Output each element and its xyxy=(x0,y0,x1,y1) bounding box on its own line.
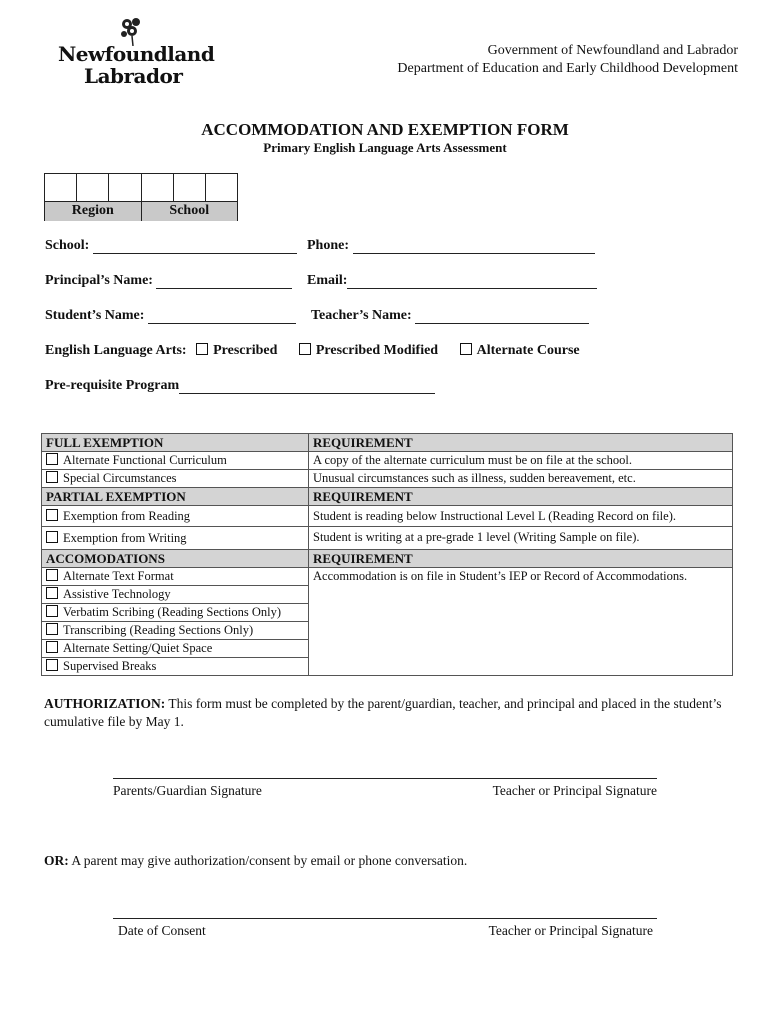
signature-line[interactable] xyxy=(113,918,657,919)
form-subtitle: Primary English Language Arts Assessment xyxy=(263,140,507,155)
newfoundland-labrador-logo xyxy=(58,16,215,96)
ela-option-label: Prescribed Modified xyxy=(315,343,439,358)
option-label: Transcribing (Reading Sections Only) xyxy=(63,623,254,637)
ela-option-prescribed[interactable] xyxy=(196,343,277,358)
email-field xyxy=(307,273,597,289)
signature-line[interactable] xyxy=(113,778,657,779)
government-header xyxy=(397,42,738,78)
checkbox[interactable] xyxy=(46,453,58,465)
or-note xyxy=(44,852,734,870)
full-exemption-header: FULL EXEMPTION xyxy=(42,434,309,452)
school-input-line[interactable] xyxy=(93,239,297,254)
code-cell[interactable] xyxy=(142,174,174,201)
code-cell[interactable] xyxy=(109,174,141,201)
table-row xyxy=(42,470,733,488)
code-cell[interactable] xyxy=(206,174,237,201)
checkbox[interactable] xyxy=(46,569,58,581)
code-cell[interactable] xyxy=(45,174,77,201)
option-special-circumstances[interactable] xyxy=(42,470,309,488)
requirement-header: REQUIREMENT xyxy=(309,550,733,568)
phone-input-line[interactable] xyxy=(353,239,595,254)
student-input-line[interactable] xyxy=(148,309,296,324)
option-alternate-functional-curriculum[interactable] xyxy=(42,452,309,470)
table-header-row xyxy=(42,434,733,452)
requirement-text: Student is writing at a pre-grade 1 level (Writing Sample on file). xyxy=(309,527,733,550)
option-transcribing[interactable] xyxy=(42,622,309,640)
student-field xyxy=(45,308,296,324)
authorization-note xyxy=(44,695,734,731)
requirement-text: Unusual circumstances such as illness, sudden bereavement, etc. xyxy=(309,470,733,488)
option-label: Exemption from Writing xyxy=(63,531,187,545)
table-row xyxy=(42,568,733,586)
school-label: School xyxy=(169,203,210,218)
or-label: OR: xyxy=(44,853,69,868)
checkbox[interactable] xyxy=(46,509,58,521)
exemption-table xyxy=(41,433,733,676)
phone-label-text: Phone: xyxy=(307,238,349,253)
region-label: Region xyxy=(45,202,142,221)
prereq-input-line[interactable] xyxy=(179,379,435,394)
school-label-text: School: xyxy=(45,238,90,253)
table-header-row xyxy=(42,550,733,568)
ela-field xyxy=(45,343,745,359)
checkbox[interactable] xyxy=(46,659,58,671)
option-alternate-text-format[interactable] xyxy=(42,568,309,586)
ela-option-prescribed-modified[interactable] xyxy=(299,343,438,358)
email-input-line[interactable] xyxy=(347,274,597,289)
requirement-text: Accommodation is on file in Student’s IEP or Record of Accommodations. xyxy=(309,568,733,676)
logo-line-2: Labrador xyxy=(84,64,183,88)
option-verbatim-scribing[interactable] xyxy=(42,604,309,622)
ela-option-alternate-course[interactable] xyxy=(460,343,580,358)
checkbox[interactable] xyxy=(46,641,58,653)
principal-field xyxy=(45,273,292,289)
option-label: Verbatim Scribing (Reading Sections Only) xyxy=(63,605,282,619)
table-row xyxy=(42,527,733,550)
requirement-header: REQUIREMENT xyxy=(309,434,733,452)
requirement-text: Student is reading below Instructional Level L (Reading Record on file). xyxy=(309,506,733,527)
checkbox[interactable] xyxy=(46,531,58,543)
option-label: Supervised Breaks xyxy=(63,659,157,673)
ela-label-text: English Language Arts: xyxy=(45,343,187,358)
checkbox[interactable] xyxy=(46,471,58,483)
checkbox[interactable] xyxy=(46,623,58,635)
ela-option-label: Alternate Course xyxy=(476,343,580,358)
code-cell[interactable] xyxy=(77,174,109,201)
teacher-input-line[interactable] xyxy=(415,309,589,324)
table-row xyxy=(42,452,733,470)
teacher-field xyxy=(311,308,589,324)
requirement-header: REQUIREMENT xyxy=(309,488,733,506)
or-text: A parent may give authorization/consent by email or phone conversation. xyxy=(68,853,468,868)
date-of-consent-label: Date of Consent xyxy=(118,923,206,938)
department-name: Department of Education and Early Childhood Development xyxy=(397,61,738,76)
school-field xyxy=(45,238,297,254)
checkbox[interactable] xyxy=(299,343,311,355)
principal-label-text: Principal’s Name: xyxy=(45,273,153,288)
ela-option-label: Prescribed xyxy=(213,343,278,358)
student-label-text: Student’s Name: xyxy=(45,308,145,323)
option-alternate-setting[interactable] xyxy=(42,640,309,658)
option-supervised-breaks[interactable] xyxy=(42,658,309,676)
parent-signature-label: Parents/Guardian Signature xyxy=(113,783,262,798)
accomodations-header: ACCOMODATIONS xyxy=(42,550,309,568)
principal-input-line[interactable] xyxy=(156,274,292,289)
authorization-text: This form must be completed by the parent/guardian, teacher, and principal and placed in the student’s cumulative file by May 1. xyxy=(44,696,722,729)
checkbox[interactable] xyxy=(46,587,58,599)
requirement-text: A copy of the alternate curriculum must be on file at the school. xyxy=(309,452,733,470)
teacher-principal-signature-label: Teacher or Principal Signature xyxy=(492,783,657,798)
teacher-label-text: Teacher’s Name: xyxy=(311,308,412,323)
checkbox[interactable] xyxy=(196,343,208,355)
prereq-label-text: Pre-requisite Program xyxy=(45,378,180,393)
government-name: Government of Newfoundland and Labrador xyxy=(487,43,738,58)
option-label: Special Circumstances xyxy=(63,471,177,485)
option-label: Exemption from Reading xyxy=(63,509,191,523)
authorization-label: AUTHORIZATION: xyxy=(44,696,166,711)
table-header-row xyxy=(42,488,733,506)
option-label: Alternate Text Format xyxy=(63,569,174,583)
checkbox[interactable] xyxy=(46,605,58,617)
region-school-code-box xyxy=(44,173,238,221)
email-label-text: Email: xyxy=(307,273,348,288)
option-label: Assistive Technology xyxy=(63,587,171,601)
option-exemption-from-writing[interactable] xyxy=(42,527,309,550)
table-row xyxy=(42,506,733,527)
teacher-principal-signature-label: Teacher or Principal Signature xyxy=(488,923,653,938)
option-label: Alternate Functional Curriculum xyxy=(63,453,227,467)
prereq-field xyxy=(45,378,435,394)
option-assistive-technology[interactable] xyxy=(42,586,309,604)
form-title: ACCOMMODATION AND EXEMPTION FORM xyxy=(201,120,569,139)
option-label: Alternate Setting/Quiet Space xyxy=(63,641,213,655)
checkbox[interactable] xyxy=(460,343,472,355)
phone-field xyxy=(307,238,595,254)
logo-line-1: Newfoundland xyxy=(58,42,215,66)
option-exemption-from-reading[interactable] xyxy=(42,506,309,527)
code-cell[interactable] xyxy=(174,174,206,201)
partial-exemption-header: PARTIAL EXEMPTION xyxy=(42,488,309,506)
